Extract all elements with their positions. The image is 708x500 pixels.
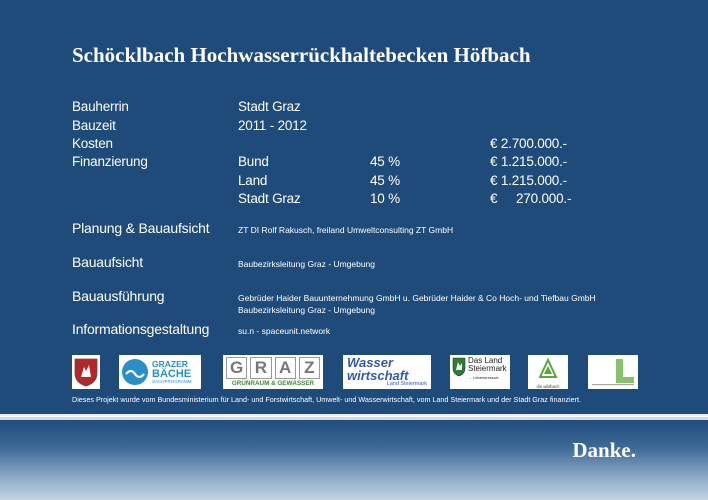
panther-shield-icon bbox=[452, 357, 466, 377]
wasser-line1: Wasser bbox=[347, 355, 394, 370]
finanzierung-partner: Stadt Graz bbox=[238, 191, 301, 206]
water-drop-icon bbox=[121, 358, 149, 386]
finanzierung-label: Finanzierung bbox=[72, 154, 148, 169]
green-l-logo bbox=[588, 355, 638, 389]
graz-letter: A bbox=[275, 357, 296, 379]
graz-letter: Z bbox=[299, 357, 320, 379]
bauzeit-label: Bauzeit bbox=[72, 118, 116, 133]
graz-gruenraum-logo bbox=[223, 355, 323, 389]
finanzierung-amount-symbol: € bbox=[490, 191, 498, 206]
grazer-baeche-line1: GRAZER bbox=[152, 359, 188, 369]
finanzierung-partner: Land bbox=[238, 173, 268, 188]
page-title: Schöcklbach Hochwasserrückhaltebecken Höfbach bbox=[72, 43, 531, 67]
green-l-icon bbox=[590, 357, 636, 387]
kosten-label: Kosten bbox=[72, 136, 113, 151]
land-line1: Das Land bbox=[468, 356, 503, 365]
gestaltung-label: Informationsgestaltung bbox=[72, 321, 210, 337]
wasser-line2: wirtschaft bbox=[347, 368, 409, 383]
finanzierung-percent: 10 % bbox=[370, 191, 400, 206]
planung-value: ZT DI Rolf Rakusch, freiland Umweltconsulting ZT GmbH bbox=[238, 225, 454, 235]
land-line2: Steiermark bbox=[468, 364, 507, 374]
divider-line bbox=[0, 414, 708, 416]
planung-label: Planung & Bauaufsicht bbox=[72, 220, 210, 236]
finanzierung-percent: 45 % bbox=[370, 154, 400, 169]
land-line3: → Lebensressort bbox=[468, 374, 499, 380]
finanzierung-percent: 45 % bbox=[370, 173, 400, 188]
grazer-baeche-line3: SACHPROGRAMM bbox=[152, 378, 192, 384]
finanzierung-amount-value: 270.000.- bbox=[516, 191, 572, 206]
graz-letter: R bbox=[250, 357, 271, 379]
wildbach-logo bbox=[528, 355, 568, 389]
footnote: Dieses Projekt wurde vom Bundesministerium für Land- und Forstwirtschaft, Umwelt- und Wasserwirtschaft, vom Land Steiermark und der Stadt Graz finanziert. bbox=[72, 395, 582, 404]
land-steiermark-logo bbox=[450, 355, 510, 389]
shield-icon bbox=[74, 357, 98, 387]
mountain-icon bbox=[530, 357, 566, 379]
ausfuehrung-label: Bauausführung bbox=[72, 288, 165, 304]
bauherrin-value: Stadt Graz bbox=[238, 99, 301, 114]
bauaufsicht-label: Bauaufsicht bbox=[72, 254, 143, 270]
finanzierung-amount: € 1.215.000.- bbox=[490, 173, 567, 188]
closing-text: Danke. bbox=[572, 438, 636, 462]
grazer-baeche-logo bbox=[119, 355, 201, 389]
ausfuehrung-line2: Baubezirksleitung Graz - Umgebung bbox=[238, 305, 376, 315]
ausfuehrung-line1: Gebrüder Haider Bauunternehmung GmbH u. Gebrüder Haider & Co Hoch- und Tiefbau GmbH bbox=[238, 293, 596, 303]
kosten-value: € 2.700.000.- bbox=[490, 136, 567, 151]
graz-letter: G bbox=[226, 357, 247, 379]
gestaltung-value: su.n - spaceunit.network bbox=[238, 326, 331, 336]
wasserwirtschaft-logo bbox=[343, 355, 431, 389]
finanzierung-partner: Bund bbox=[238, 154, 269, 169]
graz-coat-of-arms-logo bbox=[72, 355, 100, 389]
grazer-baeche-line2: BÄCHE bbox=[152, 367, 192, 380]
bauzeit-value: 2011 - 2012 bbox=[238, 118, 307, 133]
bauaufsicht-value: Baubezirksleitung Graz - Umgebung bbox=[238, 259, 376, 269]
wasser-line3: Land Steiermark bbox=[386, 381, 427, 387]
finanzierung-amount: € 1.215.000.- bbox=[490, 154, 567, 169]
graz-sub: GRÜNRAUM & GEWÄSSER bbox=[231, 380, 315, 387]
wildbach-text: die.wildbach bbox=[536, 384, 560, 389]
bauherrin-label: Bauherrin bbox=[72, 99, 129, 114]
